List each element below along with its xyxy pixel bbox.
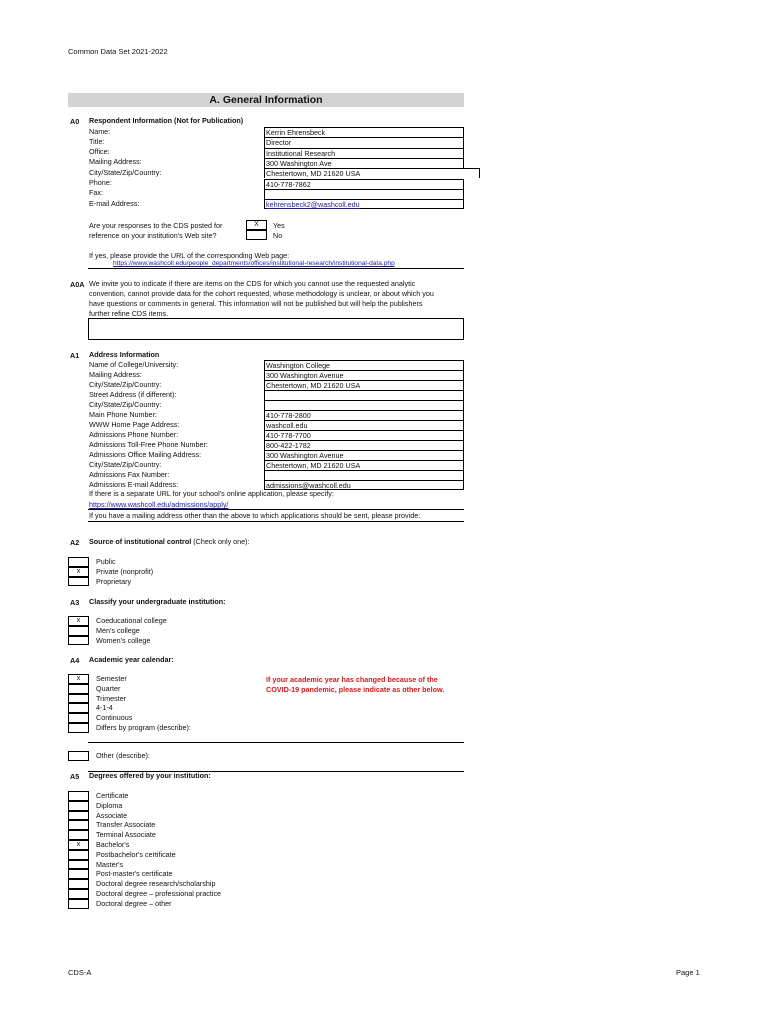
- url-prompt: If yes, please provide the URL of the corresponding Web page:: [89, 251, 290, 260]
- a1-label: Name of College/University:: [89, 359, 179, 369]
- section-code-a5: A5: [70, 772, 80, 781]
- section-code-a4: A4: [70, 656, 80, 665]
- section-code-a1: A1: [70, 351, 80, 360]
- a0-value-field[interactable]: Institutional Research: [264, 148, 464, 158]
- a1-value-field[interactable]: 410-778-2800: [264, 410, 464, 420]
- a1-value-field[interactable]: [264, 470, 464, 480]
- a4-option-checkbox[interactable]: [68, 713, 89, 723]
- a1-label: City/State/Zip/Country:: [89, 379, 162, 389]
- section-title: A. General Information: [209, 94, 323, 106]
- cds-web-link[interactable]: https://www.washcoll.edu/people_departments/offices/institutional-research/institutional-data.php: [113, 260, 395, 267]
- section-code-a3: A3: [70, 598, 80, 607]
- a5-option-checkbox[interactable]: [68, 860, 89, 870]
- a5-option-checkbox[interactable]: [68, 811, 89, 821]
- other-label: Other (describe):: [96, 751, 150, 760]
- section-code-a0: A0: [70, 117, 80, 126]
- a0a-text-4: further refine CDS items.: [89, 309, 169, 318]
- a3-option-label: Men's college: [96, 625, 140, 635]
- a5-option-checkbox[interactable]: [68, 889, 89, 899]
- a5-option-checkbox[interactable]: [68, 801, 89, 811]
- a3-option-checkbox[interactable]: x: [68, 616, 89, 626]
- a0a-text-3: have questions or comments in general. This information will not be published but will help the publishers: [89, 299, 423, 308]
- a1-label: Admissions Toll-Free Phone Number:: [89, 439, 208, 449]
- a4-option-checkbox[interactable]: [68, 703, 89, 713]
- a0-label: Name:: [89, 126, 111, 136]
- app-url-underline: [88, 509, 464, 510]
- a5-option-checkbox[interactable]: [68, 879, 89, 889]
- a4-option-checkbox[interactable]: [68, 684, 89, 694]
- a2-option-label: Proprietary: [96, 576, 132, 586]
- a4-option-label: Differs by program (describe):: [96, 723, 191, 732]
- document-header: Common Data Set 2021-2022: [68, 47, 168, 56]
- a0-posted-question-2: reference on your institution's Web site?: [89, 231, 217, 240]
- no-label: No: [273, 231, 283, 240]
- a5-option-label: Doctoral degree – other: [96, 898, 172, 908]
- a5-option-checkbox[interactable]: [68, 820, 89, 830]
- a5-option-label: Transfer Associate: [96, 820, 156, 830]
- a5-option-label: Diploma: [96, 800, 123, 810]
- a1-label: Admissions Fax Number:: [89, 469, 170, 479]
- a0-label: Phone:: [89, 178, 112, 187]
- a3-option-checkbox[interactable]: [68, 636, 89, 646]
- yes-label: Yes: [273, 221, 285, 230]
- a1-label: Street Address (if different):: [89, 389, 177, 399]
- a5-option-checkbox[interactable]: [68, 830, 89, 840]
- a1-value-field[interactable]: 800-422-1782: [264, 440, 464, 450]
- a4-heading: Academic year calendar:: [89, 655, 174, 664]
- a5-option-label: Master's: [96, 859, 123, 869]
- a5-option-label: Doctoral degree – professional practice: [96, 889, 222, 898]
- section-code-a2: A2: [70, 538, 80, 547]
- section-banner: [68, 93, 464, 107]
- a4-option-checkbox[interactable]: x: [68, 674, 89, 684]
- a3-option-label: Coeducational college: [96, 616, 167, 625]
- a0-heading: Respondent Information (Not for Publication): [89, 116, 244, 125]
- a3-heading: Classify your undergraduate institution:: [89, 597, 226, 606]
- a5-heading: Degrees offered by your institution:: [89, 771, 211, 780]
- a0-value-field[interactable]: Director: [264, 137, 464, 147]
- application-link[interactable]: https://www.washcoll.edu/admissions/apply/: [89, 500, 229, 509]
- covid-note-2: COVID-19 pandemic, please indicate as other below.: [266, 685, 445, 694]
- a0-label: E-mail Address:: [89, 198, 140, 208]
- a5-option-label: Certificate: [96, 791, 129, 800]
- a0-label: Title:: [89, 136, 105, 146]
- a2-heading-rest: (Check only one):: [191, 537, 250, 546]
- section-code-a0a: A0A: [70, 280, 85, 289]
- a4-option-label: 4-1-4: [96, 703, 113, 713]
- a0a-text-2: convention, cannot provide data for the cohort requested, whose methodology is unclear, or about which you: [89, 289, 434, 298]
- a0-value-field[interactable]: 410-778-7862: [264, 179, 464, 189]
- a5-option-label: Terminal Associate: [96, 830, 156, 840]
- a0-label: Office:: [89, 147, 110, 157]
- yes-checkbox[interactable]: X: [246, 220, 267, 230]
- a1-label: WWW Home Page Address:: [89, 419, 180, 429]
- a4-option-checkbox[interactable]: [68, 723, 89, 733]
- a1-label: City/State/Zip/Country:: [89, 459, 162, 469]
- a1-value-field[interactable]: [264, 390, 464, 400]
- a2-heading-bold: Source of institutional control: [89, 537, 192, 546]
- other-checkbox[interactable]: [68, 751, 89, 761]
- a4-option-label: Continuous: [96, 713, 133, 723]
- a4-option-label: Quarter: [96, 683, 121, 693]
- a1-label: Main Phone Number:: [89, 409, 157, 419]
- app-url-prompt: If there is a separate URL for your school's online application, please specify:: [89, 489, 334, 498]
- a5-option-checkbox[interactable]: [68, 899, 89, 909]
- a0-posted-question-1: Are your responses to the CDS posted for: [89, 221, 223, 230]
- a0-value-field[interactable]: Kerrin Ehrensbeck: [264, 127, 464, 137]
- a0-label: Fax:: [89, 188, 103, 198]
- a2-heading: [89, 537, 250, 547]
- a5-option-label: Doctoral degree research/scholarship: [96, 879, 216, 889]
- a0-label: City/State/Zip/Country:: [89, 167, 162, 177]
- a1-label: Mailing Address:: [89, 369, 142, 379]
- a5-option-checkbox[interactable]: [68, 791, 89, 801]
- url-underline: [88, 268, 464, 269]
- a4-option-label: Semester: [96, 674, 127, 683]
- differs-underline: [88, 742, 464, 743]
- a1-value-field[interactable]: Washington College: [264, 360, 464, 370]
- a0a-comment-box[interactable]: [88, 318, 464, 340]
- no-checkbox[interactable]: [246, 230, 267, 240]
- a3-option-label: Women's college: [96, 635, 151, 645]
- a5-option-label: Post-master's certificate: [96, 869, 173, 879]
- mailing-underline: [88, 521, 464, 522]
- a1-value-field[interactable]: [264, 400, 464, 410]
- a2-option-label: Public: [96, 557, 116, 566]
- a1-value-field[interactable]: washcoll.edu: [264, 420, 464, 430]
- a1-heading: Address Information: [89, 350, 160, 359]
- a1-value-field[interactable]: 410-778-7700: [264, 430, 464, 440]
- a0-value-field[interactable]: Chestertown, MD 21620 USA: [264, 168, 480, 178]
- a5-option-checkbox[interactable]: [68, 850, 89, 860]
- a5-option-label: Postbachelor's certificate: [96, 849, 176, 859]
- a1-value-field[interactable]: 300 Washington Avenue: [264, 450, 464, 460]
- a1-value-field[interactable]: 300 Washington Avenue: [264, 370, 464, 380]
- a0-value-field[interactable]: 300 Washington Ave: [264, 158, 464, 168]
- a1-value-field[interactable]: Chestertown, MD 21620 USA: [264, 460, 464, 470]
- a1-label: Admissions Office Mailing Address:: [89, 449, 202, 459]
- a3-option-checkbox[interactable]: [68, 626, 89, 636]
- a2-option-checkbox[interactable]: [68, 577, 89, 587]
- a5-option-checkbox[interactable]: [68, 869, 89, 879]
- a1-label: Admissions E-mail Address:: [89, 479, 179, 489]
- a2-option-checkbox[interactable]: x: [68, 567, 89, 577]
- a0-label: Mailing Address:: [89, 157, 142, 167]
- a1-label: Admissions Phone Number:: [89, 429, 179, 439]
- covid-note-1: If your academic year has changed because of the: [266, 675, 438, 684]
- a4-option-checkbox[interactable]: [68, 694, 89, 704]
- a1-value-field[interactable]: Chestertown, MD 21620 USA: [264, 380, 464, 390]
- a2-option-checkbox[interactable]: [68, 557, 89, 567]
- a5-option-label: Bachelor's: [96, 840, 130, 849]
- a4-option-label: Trimester: [96, 693, 127, 703]
- a5-option-label: Associate: [96, 810, 128, 820]
- footer-left: CDS-A: [68, 968, 92, 977]
- footer-page-number: Page 1: [676, 968, 700, 977]
- a1-label: City/State/Zip/Country:: [89, 399, 162, 409]
- mailing-prompt: If you have a mailing address other than the above to which applications should be sent, please provide:: [89, 511, 421, 520]
- a1-value-field[interactable]: admissions@washcoll.edu: [264, 480, 464, 490]
- a5-option-checkbox[interactable]: x: [68, 840, 89, 850]
- a0a-text-1: We invite you to indicate if there are items on the CDS for which you cannot use the requested analytic: [89, 279, 416, 288]
- a0-value-field[interactable]: kehrensbeck2@washcoll.edu: [264, 199, 464, 209]
- a2-option-label: Private (nonprofit): [96, 566, 154, 576]
- a0-value-field[interactable]: [264, 189, 464, 199]
